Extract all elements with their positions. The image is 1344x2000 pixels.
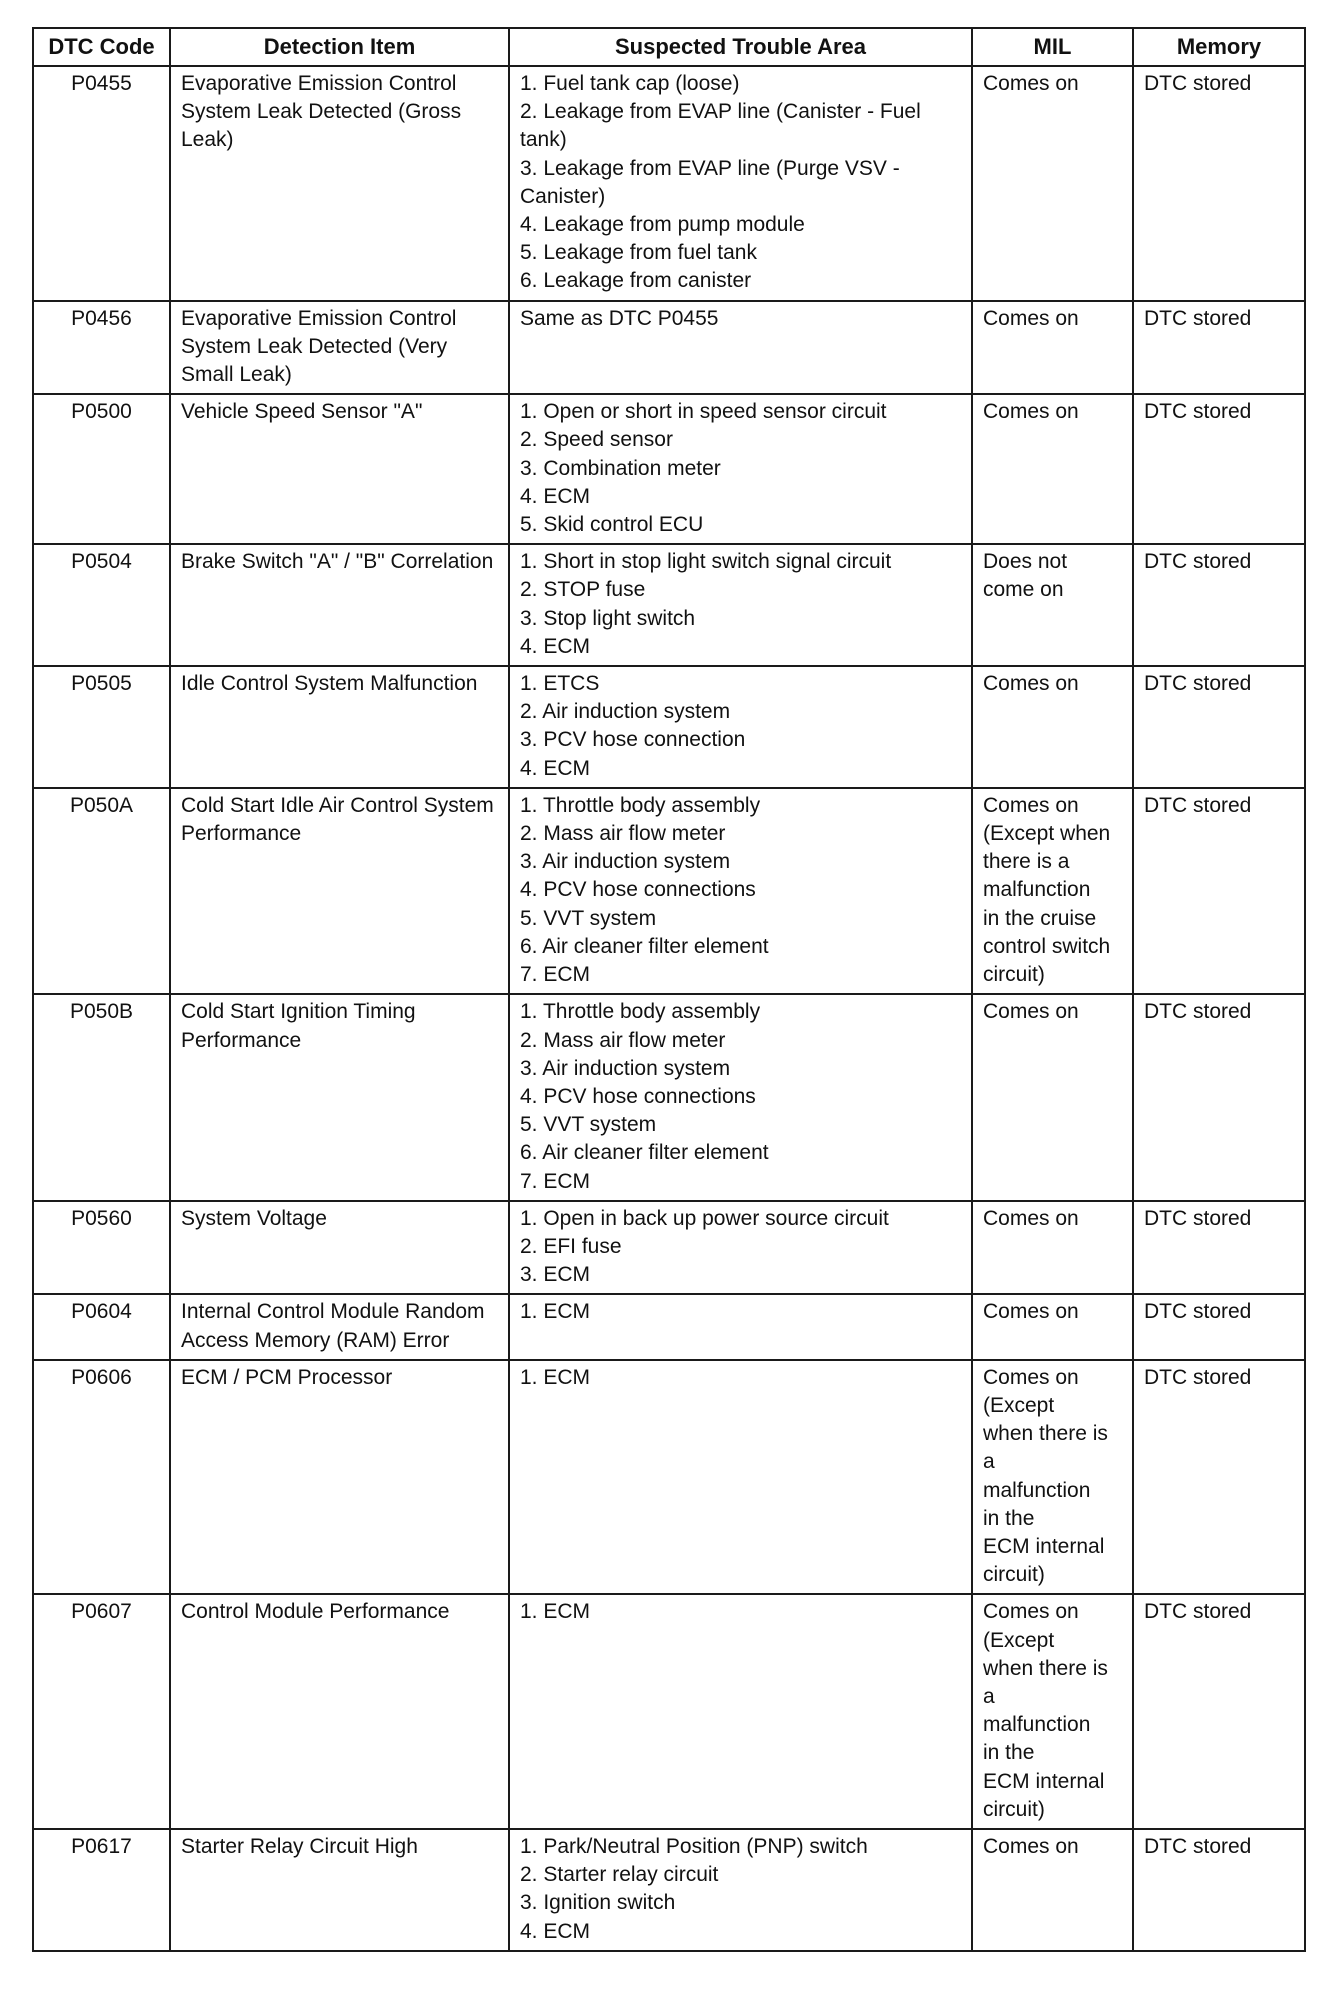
trouble-area-line: 2. EFI fuse [520, 1234, 622, 1258]
mil-cell: Comes on [972, 1201, 1133, 1295]
trouble-area-line: 4. ECM [520, 756, 591, 780]
table-row [33, 666, 1305, 788]
trouble-area-line: 3. Air induction system [520, 1056, 731, 1080]
dtc-code-cell: P0505 [33, 666, 170, 788]
trouble-area-line: 1. Open or short in speed sensor circuit [520, 400, 887, 424]
memory-cell: DTC stored [1133, 544, 1305, 666]
suspected-trouble-area-cell [509, 788, 972, 994]
dtc-code-cell: P0607 [33, 1594, 170, 1829]
suspected-trouble-area-cell [509, 666, 972, 788]
memory-cell: DTC stored [1133, 301, 1305, 395]
mil-cell: Comes on [972, 394, 1133, 544]
memory-cell: DTC stored [1133, 1829, 1305, 1951]
table-row [33, 1594, 1305, 1829]
dtc-code-cell: P0604 [33, 1294, 170, 1359]
trouble-area-line: 3. Air induction system [520, 850, 731, 874]
trouble-area-line: 3. Stop light switch [520, 606, 696, 630]
trouble-area-line: 3. ECM [520, 1263, 591, 1287]
header-detection-item: Detection Item [170, 28, 509, 66]
table-row [33, 1294, 1305, 1359]
mil-cell: Comes on (Except when there is a malfunction in the ECM internal circuit) [972, 1594, 1133, 1829]
table-row [33, 1201, 1305, 1295]
dtc-code-cell: P0504 [33, 544, 170, 666]
dtc-code-cell: P050A [33, 788, 170, 994]
detection-item-cell: Vehicle Speed Sensor "A" [170, 394, 509, 544]
trouble-area-line: 1. Park/Neutral Position (PNP) switch [520, 1834, 868, 1858]
header-mil: MIL [972, 28, 1133, 66]
detection-item-cell: Control Module Performance [170, 1594, 509, 1829]
dtc-code-cell: P0606 [33, 1360, 170, 1595]
trouble-area-line: 6. Leakage from canister [520, 269, 752, 293]
trouble-area-line: 4. ECM [520, 1919, 591, 1943]
suspected-trouble-area-cell [509, 301, 972, 395]
mil-cell: Comes on (Except when there is a malfunction in the ECM internal circuit) [972, 1360, 1133, 1595]
trouble-area-line: 1. ECM [520, 1365, 591, 1389]
memory-cell: DTC stored [1133, 66, 1305, 301]
dtc-code-cell: P0617 [33, 1829, 170, 1951]
table-row [33, 394, 1305, 544]
trouble-area-line: 3. Combination meter [520, 456, 721, 480]
table-row [33, 1829, 1305, 1951]
trouble-area-line: 7. ECM [520, 963, 591, 987]
memory-cell: DTC stored [1133, 666, 1305, 788]
trouble-area-line: 1. ECM [520, 1300, 591, 1324]
detection-item-cell: Evaporative Emission Control System Leak Detected (Very Small Leak) [170, 301, 509, 395]
memory-cell: DTC stored [1133, 1594, 1305, 1829]
trouble-area-line: 1. Open in back up power source circuit [520, 1206, 889, 1230]
mil-cell: Comes on [972, 301, 1133, 395]
trouble-area-line: 1. Throttle body assembly [520, 1000, 761, 1024]
suspected-trouble-area-cell [509, 394, 972, 544]
suspected-trouble-area-cell [509, 1829, 972, 1951]
table-row [33, 994, 1305, 1200]
trouble-area-line: 1. ETCS [520, 672, 600, 696]
suspected-trouble-area-cell [509, 1201, 972, 1295]
detection-item-cell: Evaporative Emission Control System Leak Detected (Gross Leak) [170, 66, 509, 301]
header-memory: Memory [1133, 28, 1305, 66]
trouble-area-line: 2. Speed sensor [520, 428, 673, 452]
memory-cell: DTC stored [1133, 1201, 1305, 1295]
mil-cell: Comes on [972, 1294, 1133, 1359]
trouble-area-line: 5. VVT system [520, 1113, 657, 1137]
memory-cell: DTC stored [1133, 394, 1305, 544]
detection-item-cell: Internal Control Module Random Access Memory (RAM) Error [170, 1294, 509, 1359]
trouble-area-line: 6. Air cleaner filter element [520, 934, 769, 958]
dtc-code-cell: P0560 [33, 1201, 170, 1295]
trouble-area-line: 1. Throttle body assembly [520, 793, 761, 817]
trouble-area-line: 7. ECM [520, 1169, 591, 1193]
trouble-area-line: 2. STOP fuse [520, 578, 646, 602]
header-suspected-trouble-area: Suspected Trouble Area [509, 28, 972, 66]
trouble-area-line: 3. Leakage from EVAP line (Purge VSV - Canister) [520, 156, 900, 208]
detection-item-cell: Idle Control System Malfunction [170, 666, 509, 788]
memory-cell: DTC stored [1133, 994, 1305, 1200]
detection-item-cell: Starter Relay Circuit High [170, 1829, 509, 1951]
mil-cell: Comes on [972, 66, 1133, 301]
trouble-area-line: 6. Air cleaner filter element [520, 1141, 769, 1165]
table-body [33, 66, 1305, 1951]
suspected-trouble-area-cell [509, 1294, 972, 1359]
trouble-area-line: 2. Mass air flow meter [520, 1028, 726, 1052]
dtc-code-cell: P0456 [33, 301, 170, 395]
trouble-area-line: 4. ECM [520, 634, 591, 658]
suspected-trouble-area-cell [509, 1360, 972, 1595]
trouble-area-line: 2. Leakage from EVAP line (Canister - Fuel tank) [520, 100, 921, 152]
dtc-table [32, 27, 1306, 1952]
trouble-area-line: 1. ECM [520, 1600, 591, 1624]
header-dtc-code: DTC Code [33, 28, 170, 66]
detection-item-cell: Brake Switch "A" / "B" Correlation [170, 544, 509, 666]
table-row [33, 301, 1305, 395]
dtc-code-cell: P050B [33, 994, 170, 1200]
dtc-code-cell: P0500 [33, 394, 170, 544]
header-row [33, 28, 1305, 66]
trouble-area-line: 1. Short in stop light switch signal circuit [520, 550, 892, 574]
trouble-area-line: 2. Mass air flow meter [520, 822, 726, 846]
trouble-area-line: 4. ECM [520, 484, 591, 508]
table-row [33, 788, 1305, 994]
detection-item-cell: Cold Start Idle Air Control System Performance [170, 788, 509, 994]
trouble-area-line: 5. Skid control ECU [520, 513, 704, 537]
trouble-area-line: 5. VVT system [520, 906, 657, 930]
mil-cell: Comes on [972, 666, 1133, 788]
trouble-area-line: 4. Leakage from pump module [520, 213, 805, 237]
mil-cell: Does not come on [972, 544, 1133, 666]
suspected-trouble-area-cell [509, 1594, 972, 1829]
trouble-area-line: 5. Leakage from fuel tank [520, 241, 757, 265]
detection-item-cell: System Voltage [170, 1201, 509, 1295]
trouble-area-line: 2. Air induction system [520, 700, 731, 724]
suspected-trouble-area-cell [509, 994, 972, 1200]
memory-cell: DTC stored [1133, 1294, 1305, 1359]
table-row [33, 544, 1305, 666]
trouble-area-line: 3. PCV hose connection [520, 728, 746, 752]
table-row [33, 1360, 1305, 1595]
mil-cell: Comes on (Except when there is a malfunction in the cruise control switch circuit) [972, 788, 1133, 994]
memory-cell: DTC stored [1133, 788, 1305, 994]
suspected-trouble-area-cell [509, 66, 972, 301]
trouble-area-line: 1. Fuel tank cap (loose) [520, 72, 740, 95]
dtc-code-cell: P0455 [33, 66, 170, 301]
memory-cell: DTC stored [1133, 1360, 1305, 1595]
trouble-area-line: 4. PCV hose connections [520, 878, 756, 902]
trouble-area-line: 4. PCV hose connections [520, 1084, 756, 1108]
mil-cell: Comes on [972, 994, 1133, 1200]
mil-cell: Comes on [972, 1829, 1133, 1951]
trouble-area-line: Same as DTC P0455 [520, 306, 719, 330]
trouble-area-line: 3. Ignition switch [520, 1891, 676, 1915]
detection-item-cell: Cold Start Ignition Timing Performance [170, 994, 509, 1200]
detection-item-cell: ECM / PCM Processor [170, 1360, 509, 1595]
trouble-area-line: 2. Starter relay circuit [520, 1863, 719, 1887]
table-row [33, 66, 1305, 301]
suspected-trouble-area-cell [509, 544, 972, 666]
